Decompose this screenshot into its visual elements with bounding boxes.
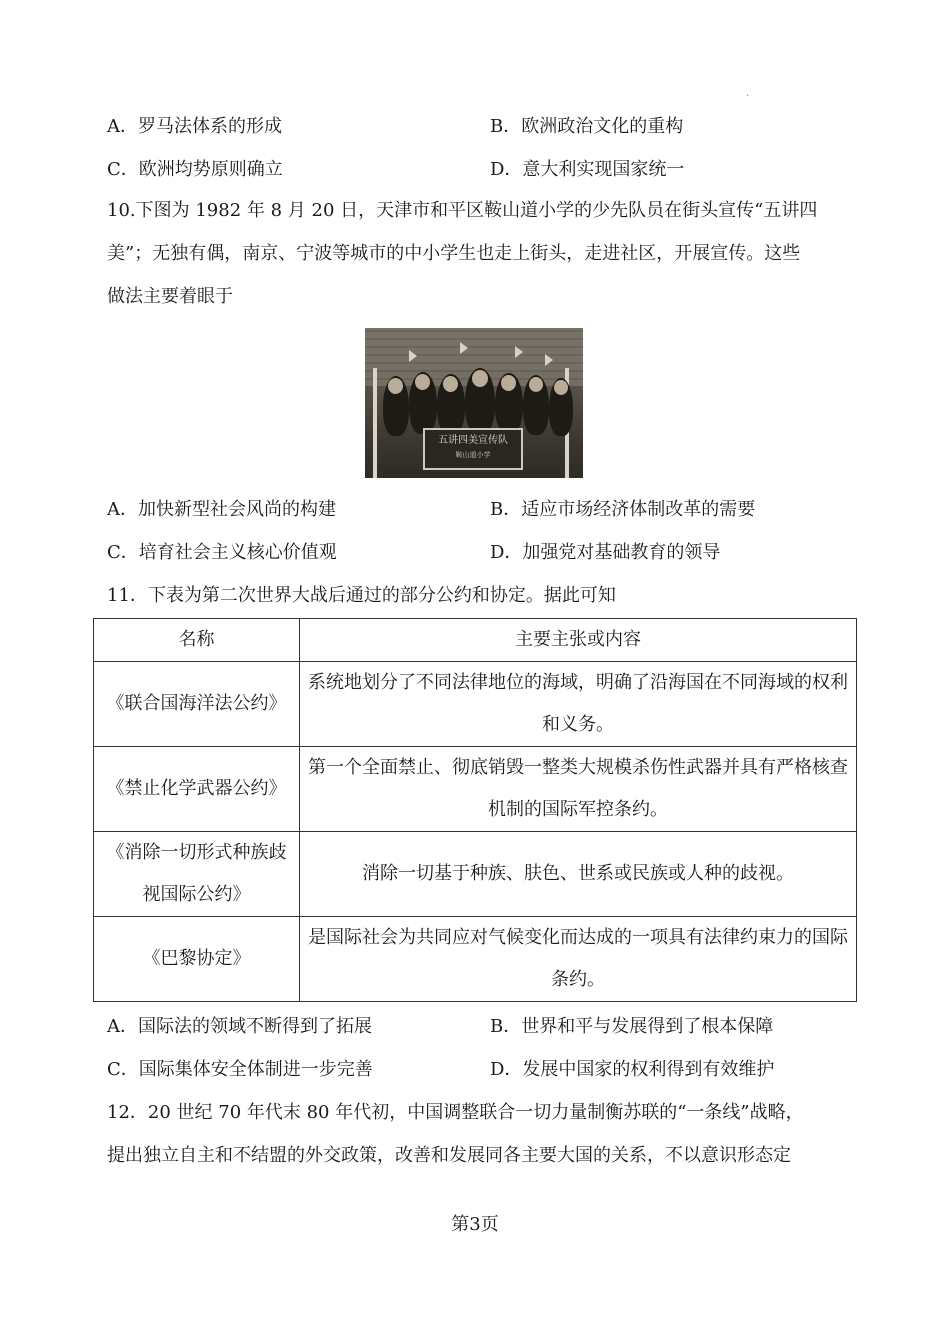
q10-stem-line-2: 美”；无独有偶，南京、宁波等城市的中小学生也走上街头，走进社区，开展宣传。这些 — [107, 243, 801, 264]
q11-option-a[interactable]: A．国际法的领域不断得到了拓展 — [107, 1016, 372, 1037]
q11-row-content: 是国际社会为共同应对气候变化而达成的一项具有法律约束力的国际条约。 — [300, 917, 857, 1002]
q11-row-name: 《禁止化学武器公约》 — [94, 747, 300, 832]
q11-table-header-row — [94, 619, 857, 662]
q9-option-d[interactable]: D．意大利实现国家统一 — [490, 159, 685, 180]
q11-table-header-name: 名称 — [94, 619, 300, 662]
q10-stem — [107, 189, 847, 318]
q12-stem-line-2: 提出独立自主和不结盟的外交政策，改善和发展同各主要大国的关系，不以意识形态定 — [107, 1145, 791, 1166]
q11-row-content: 系统地划分了不同法律地位的海域，明确了沿海国在不同海域的权利和义务。 — [300, 662, 857, 747]
stray-mark: . — [746, 88, 750, 99]
q11-option-d[interactable]: D．发展中国家的权利得到有效维护 — [490, 1059, 775, 1080]
q10-option-c[interactable]: C．培育社会主义核心价值观 — [107, 542, 337, 563]
q11-table-header-content: 主要主张或内容 — [300, 619, 857, 662]
q10-option-b[interactable]: B．适应市场经济体制改革的需要 — [490, 499, 756, 520]
q10-options-row-2 — [107, 541, 867, 565]
q11-options-row-2 — [107, 1058, 867, 1082]
q11-row-name: 《消除一切形式种族歧视国际公约》 — [94, 832, 300, 917]
q11-option-c[interactable]: C．国际集体安全体制进一步完善 — [107, 1059, 373, 1080]
q11-options-row-1 — [107, 1015, 867, 1039]
q9-options-row-1 — [107, 115, 867, 139]
q10-option-d[interactable]: D．加强党对基础教育的领导 — [490, 542, 721, 563]
q10-photo-sign — [423, 428, 523, 470]
q10-options-row-1 — [107, 498, 867, 522]
table-row — [94, 747, 857, 832]
q9-option-c[interactable]: C．欧洲均势原则确立 — [107, 159, 283, 180]
q9-option-a[interactable]: A．罗马法体系的形成 — [107, 116, 282, 137]
q9-option-b[interactable]: B．欧洲政治文化的重构 — [490, 116, 684, 137]
table-row — [94, 917, 857, 1002]
q12-stem — [107, 1091, 847, 1177]
q10-stem-line-3: 做法主要着眼于 — [107, 286, 233, 307]
q10-photo — [365, 328, 583, 478]
q11-row-name: 《巴黎协定》 — [94, 917, 300, 1002]
q11-table — [93, 618, 857, 1002]
q11-row-name: 《联合国海洋法公约》 — [94, 662, 300, 747]
q11-stem: 11．下表为第二次世界大战后通过的部分公约和协定。据此可知 — [107, 585, 616, 606]
q12-stem-line-1: 12．20 世纪 70 年代末 80 年代初，中国调整联合一切力量制衡苏联的“一条线”战略， — [107, 1102, 804, 1123]
q10-photo-sign-text: 五讲四美宣传队 — [438, 435, 508, 446]
q9-options-row-2 — [107, 158, 867, 182]
page-number: 第3页 — [451, 1214, 499, 1235]
table-row — [94, 832, 857, 917]
q10-photo-sign-sub: 鞍山道小学 — [455, 451, 491, 459]
table-row — [94, 662, 857, 747]
q11-row-content: 消除一切基于种族、肤色、世系或民族或人种的歧视。 — [300, 832, 857, 917]
q10-option-a[interactable]: A．加快新型社会风尚的构建 — [107, 499, 336, 520]
q11-option-b[interactable]: B．世界和平与发展得到了根本保障 — [490, 1016, 774, 1037]
q11-row-content: 第一个全面禁止、彻底销毁一整类大规模杀伤性武器并具有严格核查机制的国际军控条约。 — [300, 747, 857, 832]
q10-stem-line-1: 10.下图为 1982 年 8 月 20 日，天津市和平区鞍山道小学的少先队员在街头宣传“五讲四 — [107, 200, 818, 221]
